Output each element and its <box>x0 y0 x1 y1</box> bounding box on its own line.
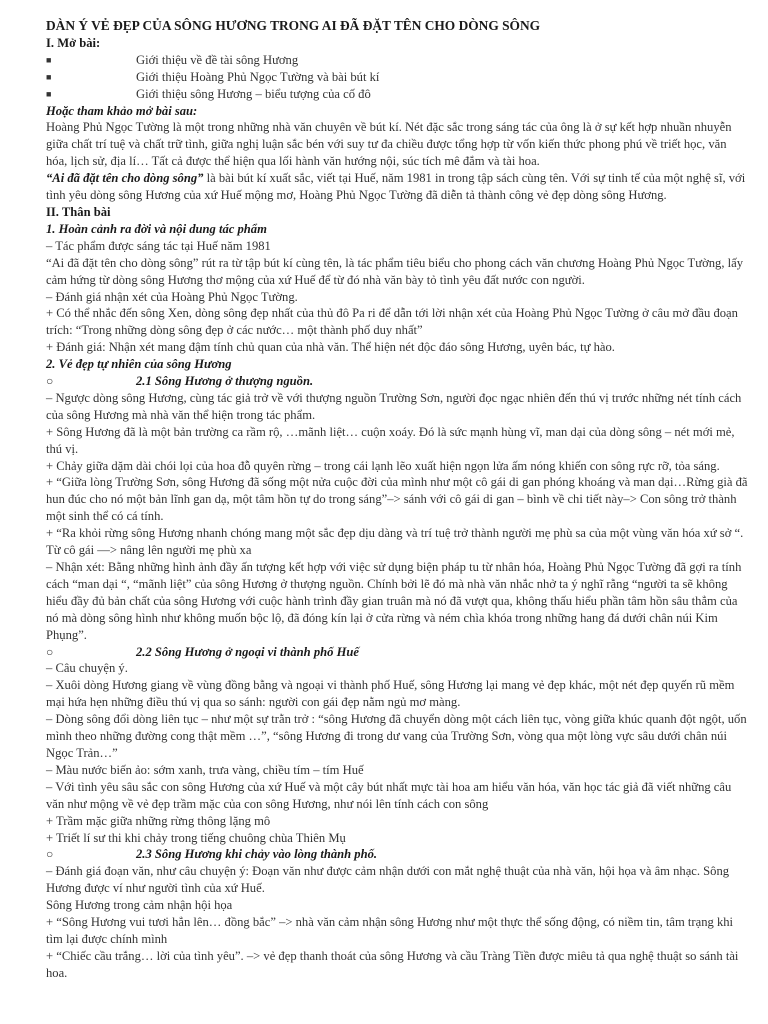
section-heading: 1. Hoàn cảnh ra đời và nội dung tác phẩm <box>46 221 267 236</box>
square-bullet-icon: ■ <box>46 71 52 82</box>
circle-bullet-icon: ○ <box>46 847 54 862</box>
paragraph: + “Sông Hương vui tươi hẳn lên… đồng bắc” –> nhà văn cảm nhận sông Hương như một thực thể sống động, có niềm tin, tâm trạng khi tìm lại được chính mình <box>46 915 734 946</box>
paragraph: “Ai đã đặt tên cho dòng sông” là bài bút kí xuất sắc, viết tại Huế, năm 1981 in trong tập sách cùng tên. Với sự tinh tế của một nghệ sĩ, với tình yêu dòng sông Hương của xứ Huế mộng mơ, Hoàng Phủ Ngọc Tường đã diễn tả thành công vẻ đẹp dòng sông Hương. <box>46 171 746 203</box>
paragraph: + Chảy giữa dặm dài chói lọi của hoa đỗ quyên rừng – trong cái lạnh lẽo xuất hiện ngọn lửa ấm nóng khiến con sông rực rỡ, tỏa sáng. <box>46 458 720 473</box>
paragraph: – Với tình yêu sâu sắc con sông Hương của xứ Huế và một cây bút nhất mực tài hoa am hiểu văn hóa, văn học tác giả đã viết những câu văn như mộng về vẻ đẹp trầm mặc của con sông Hương, như nói lên tính cách con sông <box>46 779 732 811</box>
square-bullet-icon: ■ <box>46 54 52 65</box>
subsection-heading: ○ 2.3 Sông Hương khi chảy vào lòng thành phố. <box>46 847 378 862</box>
paragraph: + Đánh giá: Nhận xét mang đậm tính chủ quan của nhà văn. Thể hiện nét độc đáo sông Hương, uyên bác, tự hào. <box>46 340 615 355</box>
square-bullet-icon: ■ <box>46 88 52 99</box>
paragraph: – Dòng sông đổi dòng liên tục – như một sự trằn trở : “sông Hương đã chuyển dòng một cách liên tục, vòng giữa khúc quanh đột ngột, uốn mình theo những đường cong thật mềm …”, “sông Hương đi trong dư vang của Trường Sơn, vòng qua một lòng vực sâu dưới chân núi Ngọc Trản…” <box>46 712 747 760</box>
paragraph: Sông Hương trong cảm nhận hội họa <box>46 898 233 913</box>
body-heading: II. Thân bài <box>46 204 111 219</box>
paragraph: – Đánh giá nhận xét của Hoàng Phủ Ngọc Tường. <box>46 289 298 304</box>
intro-heading: I. Mở bài: <box>46 35 101 50</box>
paragraph: “Ai đã đặt tên cho dòng sông” rút ra từ tập bút kí cùng tên, là tác phẩm tiêu biểu cho phong cách văn chương Hoàng Phủ Ngọc Tường, lấy cảm hứng từ dòng sông Hương thơ mộng của xứ Huế để từ đó nhà văn bày tỏ tình yêu đất nước con người. <box>46 255 744 287</box>
paragraph: – Ngược dòng sông Hương, cùng tác giả trở về với thượng nguồn Trường Sơn, người đọc ngạc nhiên đến thú vị trước những nét tính cách của sông Hương mà nhà văn thể hiện trong tác phẩm. <box>46 390 742 422</box>
paragraph: + Có thể nhắc đến sông Xen, dòng sông đẹp nhất của thủ đô Pa ri để dẫn tới lời nhận xét của Hoàng Phủ Ngọc Tường ở câu mở đầu đoạn trích: “Trong những dòng sông đẹp ở các nước… một thành phố duy nhất” <box>46 306 738 338</box>
work-title: “Ai đã đặt tên cho dòng sông” <box>46 171 204 186</box>
paragraph: + “Ra khỏi rừng sông Hương nhanh chóng mang một sắc đẹp dịu dàng và trí tuệ trở thành người mẹ phù sa của một vùng văn hóa xứ sở “. Từ cô gái —> nâng lên người mẹ phù xa <box>46 526 744 558</box>
paragraph: Hoàng Phủ Ngọc Tường là một trong những nhà văn chuyên về bút kí. Nét đặc sắc trong sáng tác của ông là ở sự kết hợp nhuần nhuyễn giữa chất trí tuệ và chất trữ tình, giữa nghị luận sắc bén với suy tư đa chiều được tổng hợp từ vốn kiến thức phong phú về triết học, văn hóa, lịch sử, địa lí… Tất cả được thể hiện qua lối hành văn hướng nội, súc tích mê đắm và tài hoa. <box>46 120 732 169</box>
paragraph: – Màu nước biến ảo: sớm xanh, trưa vàng, chiều tím – tím Huế <box>46 762 364 777</box>
list-item: ■ Giới thiệu Hoàng Phủ Ngọc Tường và bài bút kí <box>46 69 380 84</box>
document-title: DÀN Ý VẺ ĐẸP CỦA SÔNG HƯƠNG TRONG AI ĐÃ ĐẶT TÊN CHO DÒNG SÔNG <box>46 18 541 33</box>
alt-intro-heading: Hoặc tham khảo mở bài sau: <box>46 103 198 118</box>
paragraph: + Triết lí sư thi khi chảy trong tiếng chuông chùa Thiên Mụ <box>46 830 346 845</box>
paragraph: – Câu chuyện ý. <box>46 661 128 676</box>
paragraph: – Tác phẩm được sáng tác tại Huế năm 1981 <box>46 238 271 253</box>
paragraph: – Đánh giá đoạn văn, như câu chuyện ý: Đoạn văn như được cảm nhận dưới con mắt nghệ thuật của nhà văn, hội họa và âm nhạc. Sông Hương được ví như người tình của xứ Huế. <box>46 864 730 896</box>
paragraph: + Trầm mặc giữa những rừng thông lặng mô <box>46 813 271 828</box>
paragraph: – Xuôi dòng Hương giang về vùng đồng bằng và ngoại vi thành phố Huế, sông Hương lại mang vẻ đẹp khác, một nét đẹp quyến rũ mềm mại hứa hẹn những điều thú vị qua so sánh: người con gái đẹp nằm ngủ mơ màng. <box>46 678 735 710</box>
circle-bullet-icon: ○ <box>46 644 54 659</box>
paragraph: + “Giữa lòng Trường Sơn, sông Hương đã sống một nửa cuộc đời của mình như một cô gái di gan phóng khoáng và man dại…Rừng già đã hun đúc cho nó một bản lĩnh gan dạ, một tâm hồn tự do trong sáng”–> sánh với cô gái di gan – bình về chi tiết này–> Con sông trở thành một sinh thể có cá tính. <box>46 475 748 524</box>
list-item: ■ Giới thiệu về đề tài sông Hương <box>46 52 299 67</box>
section-heading: 2. Vẻ đẹp tự nhiên của sông Hương <box>46 357 232 372</box>
subsection-heading: ○ 2.1 Sông Hương ở thượng nguồn. <box>46 374 314 389</box>
circle-bullet-icon: ○ <box>46 374 54 389</box>
list-item: ■ Giới thiệu sông Hương – biểu tượng của cố đô <box>46 86 371 101</box>
paragraph: + “Chiếc cầu trắng… lời của tình yêu”. –> vẻ đẹp thanh thoát của sông Hương và cầu Tràng Tiền được miêu tả qua nghệ thuật so sánh tài hoa. <box>46 948 739 980</box>
paragraph: + Sông Hương đã là một bản trường ca rầm rộ, …mãnh liệt… cuộn xoáy. Đó là sức mạnh hùng vĩ, man dại của dòng sông – nét mới mẻ, thú vị. <box>46 424 735 456</box>
paragraph: – Nhận xét: Bằng những hình ảnh đầy ấn tượng kết hợp với việc sử dụng biện pháp tu từ nhân hóa, Hoàng Phủ Ngọc Tường đã gợi ra tính cách “man dại “, “mãnh liệt” của sông Hương ở thượng nguồn. Chính bởi lẽ đó mà nhà văn nhắc nhở ta ý nghĩ rằng “người ta sẽ không hiểu đầy đủ bản chất của sông Hương với cuộc hành trình đầy gian truân mà nó đã vượt qua, không thấu hiểu phần tâm hồn sâu thẳm của nó mà dòng sông hình như không muốn bộc lộ, đã đóng kín lại ở cửa rừng và ném chìa khóa trong những hang đá dưới chân núi Kim Phụng”. <box>46 560 742 642</box>
subsection-heading: ○ 2.2 Sông Hương ở ngoại vi thành phố Huế <box>46 644 359 659</box>
